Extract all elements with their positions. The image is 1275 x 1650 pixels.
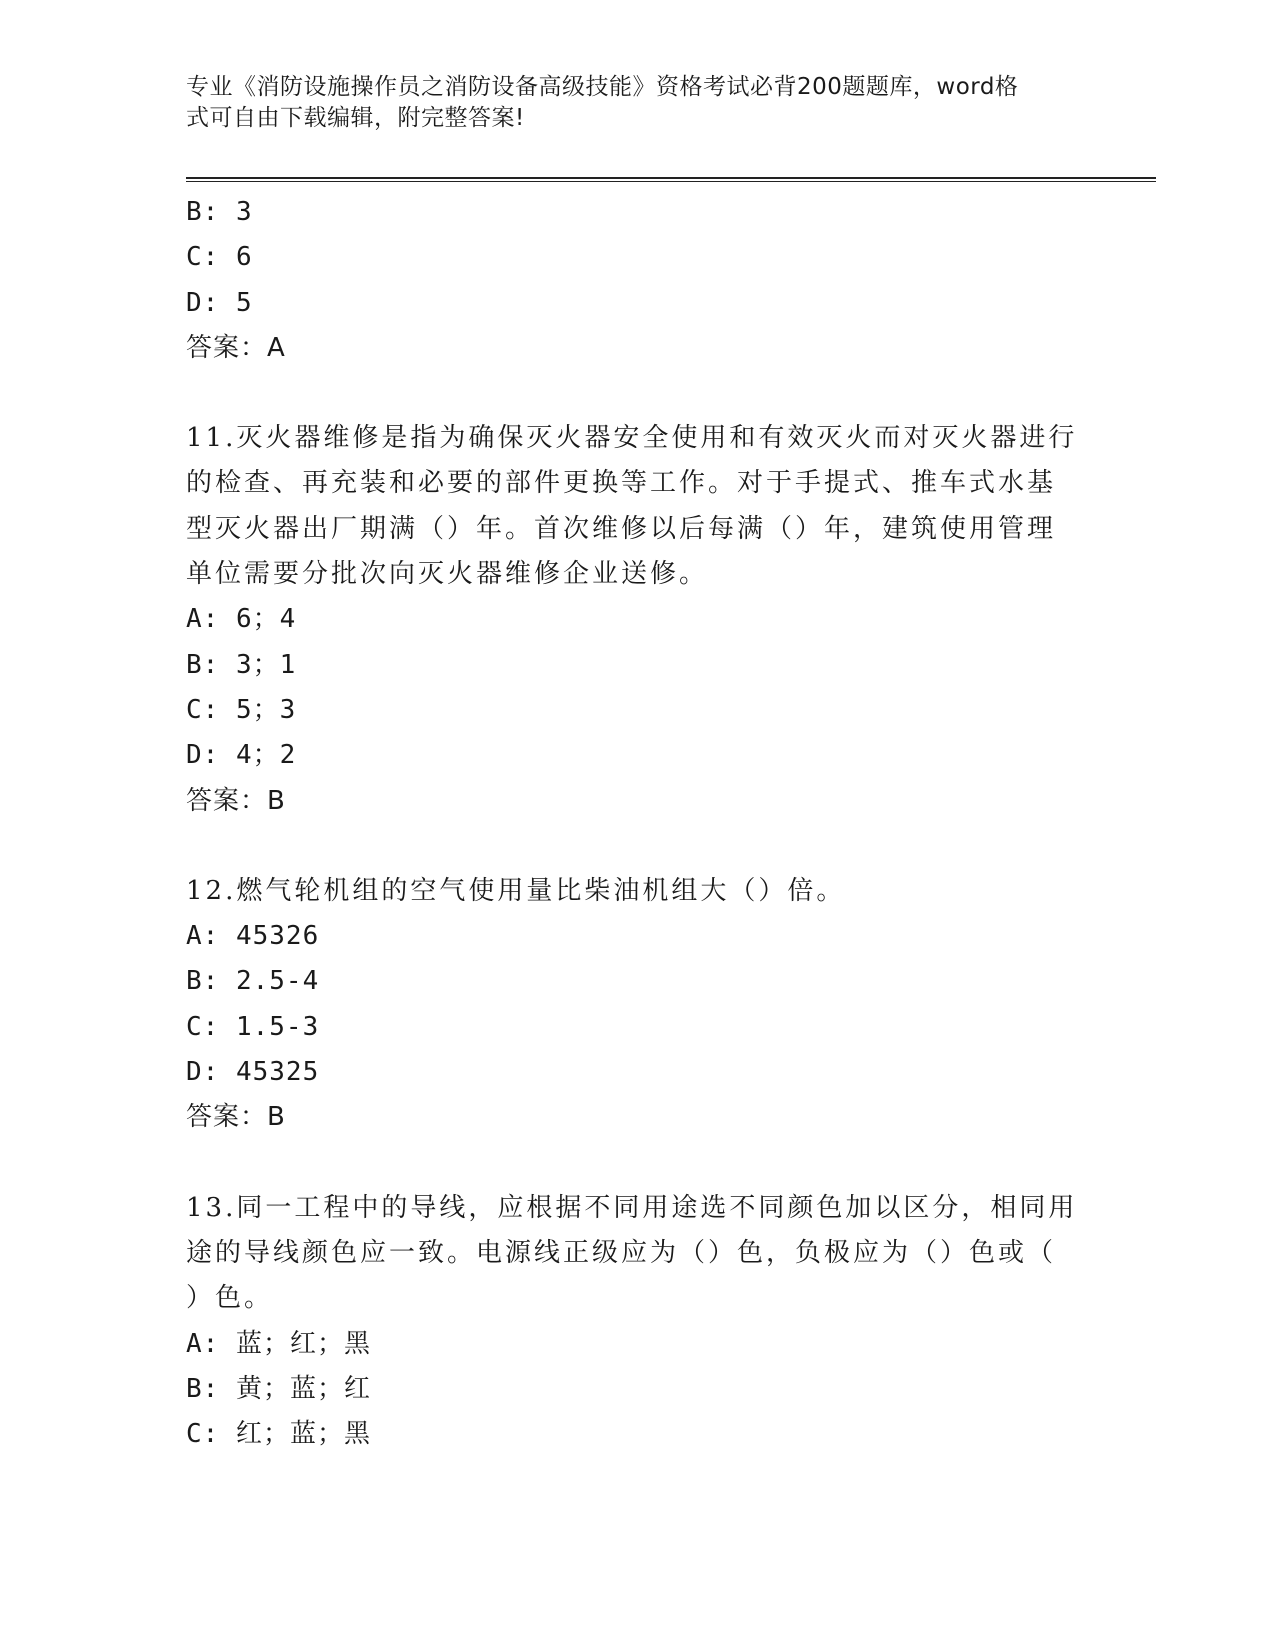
- question-text-line: 13.同一工程中的导线，应根据不同用途选不同颜色加以区分，相同用: [186, 1192, 1078, 1223]
- option-a: A: 45326: [186, 921, 320, 952]
- option-b: B: 3: [186, 197, 253, 227]
- question-text-line: 途的导线颜色应一致。电源线正级应为（）色，负极应为（）色或（: [186, 1237, 1057, 1268]
- question-text-line: 单位需要分批次向灭火器维修企业送修。: [186, 559, 709, 590]
- option-c: C: 6: [186, 242, 253, 273]
- option-d: D: 4；2: [186, 740, 297, 771]
- question-11: [186, 416, 1086, 824]
- spacer: [186, 824, 1086, 869]
- question-text-line: 12.燃气轮机组的空气使用量比柴油机组大（）倍。: [186, 875, 846, 906]
- option-a: A: 蓝；红；黑: [186, 1328, 371, 1359]
- answer: 答案：B: [186, 785, 286, 816]
- question-text-line: 的检查、再充装和必要的部件更换等工作。对于手提式、推车式水基: [186, 468, 1057, 499]
- option-c: C: 1.5-3: [186, 1011, 320, 1042]
- option-d: D: 5: [186, 287, 253, 318]
- question-text-line: ）色。: [186, 1283, 274, 1314]
- spacer: [186, 1141, 1086, 1186]
- question-13: [186, 1186, 1086, 1458]
- header-line-2: 式可自由下载编辑，附完整答案!: [186, 105, 525, 131]
- spacer: [186, 371, 1086, 416]
- option-c: C: 红；蓝；黑: [186, 1419, 371, 1450]
- question-10-tail: [186, 190, 1086, 371]
- option-d: D: 45325: [186, 1057, 320, 1088]
- option-b: B: 2.5-4: [186, 966, 320, 997]
- option-c: C: 5；3: [186, 694, 297, 725]
- option-b: B: 3；1: [186, 649, 297, 680]
- option-a: A: 6；4: [186, 604, 297, 635]
- option-b: B: 黄；蓝；红: [186, 1373, 371, 1404]
- question-text-line: 型灭火器出厂期满（）年。首次维修以后每满（）年，建筑使用管理: [186, 513, 1057, 544]
- question-list: [186, 190, 1086, 1457]
- header-line-1: 专业《消防设施操作员之消防设备高级技能》资格考试必背200题题库，word格: [186, 74, 1019, 100]
- page-header: [186, 72, 1066, 134]
- header-divider: [186, 177, 1156, 182]
- question-text-line: 11.灭火器维修是指为确保灭火器安全使用和有效灭火而对灭火器进行: [186, 423, 1078, 454]
- answer: 答案：B: [186, 1102, 286, 1133]
- answer: 答案：A: [186, 332, 286, 363]
- question-12: [186, 869, 1086, 1141]
